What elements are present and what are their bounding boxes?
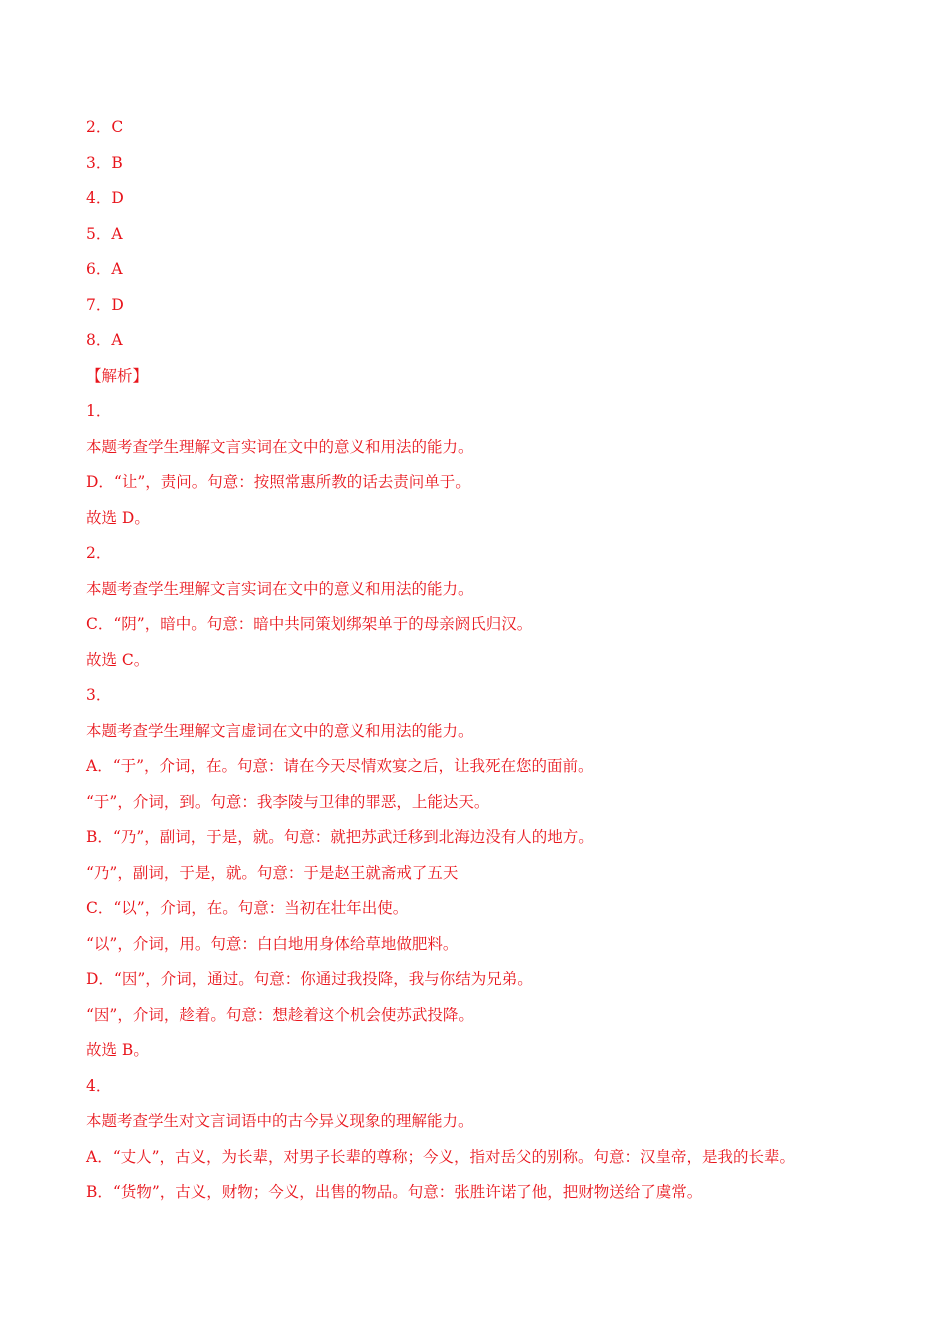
analysis-heading: 【解析】 (86, 366, 149, 385)
analysis-line: C．“阴”，暗中。句意：暗中共同策划绑架单于的母亲阏氏归汉。 (86, 615, 533, 633)
answer-line: 8．A (86, 331, 123, 349)
analysis-line: “因”，介词，趁着。句意：想趁着这个机会使苏武投降。 (86, 1005, 474, 1024)
analysis-line: 故选 C。 (86, 650, 150, 669)
analysis-line: B．“乃”，副词，于是，就。句意：就把苏武迁移到北海边没有人的地方。 (86, 828, 594, 846)
answer-line: 7．D (86, 295, 124, 314)
analysis-line: D．“让”，责问。句意：按照常惠所教的话去责问单于。 (86, 473, 471, 491)
analysis-line: A．“于”，介词，在。句意：请在今天尽情欢宴之后，让我死在您的面前。 (86, 757, 594, 775)
question-number: 1． (86, 402, 112, 420)
answer-text-block (86, 114, 886, 1215)
analysis-line: 本题考查学生理解文言实词在文中的意义和用法的能力。 (86, 579, 474, 598)
analysis-line: B．“货物”，古义，财物；今义，出售的物品。句意：张胜许诺了他，把财物送给了虞常。 (86, 1183, 703, 1201)
question-number: 2． (86, 544, 112, 562)
analysis-line: A．“丈人”，古义，为长辈，对男子长辈的尊称；今义，指对岳父的别称。句意：汉皇帝，是我的长辈。 (86, 1147, 796, 1166)
question-number: 3． (86, 686, 112, 704)
analysis-line: 本题考查学生理解文言实词在文中的意义和用法的能力。 (86, 437, 474, 456)
analysis-line: 故选 D。 (86, 508, 150, 527)
analysis-line: “于”，介词，到。句意：我李陵与卫律的罪恶，上能达天。 (86, 792, 490, 811)
analysis-line: “以”，介词，用。句意：白白地用身体给草地做肥料。 (86, 934, 459, 953)
analysis-line: 故选 B。 (86, 1041, 149, 1059)
answer-line: 5．A (86, 224, 123, 243)
answer-line: 6．A (86, 260, 123, 278)
answer-line: 3．B (86, 153, 123, 172)
analysis-line: “乃”，副词，于是，就。句意：于是赵王就斋戒了五天 (86, 863, 459, 882)
analysis-line: 本题考查学生对文言词语中的古今异义现象的理解能力。 (86, 1112, 474, 1130)
analysis-line: 本题考查学生理解文言虚词在文中的意义和用法的能力。 (86, 721, 474, 740)
question-number: 4． (86, 1076, 112, 1095)
analysis-line: D．“因”，介词，通过。句意：你通过我投降，我与你结为兄弟。 (86, 970, 533, 988)
answer-line: 2．C (86, 118, 124, 136)
analysis-line: C．“以”，介词，在。句意：当初在壮年出使。 (86, 899, 409, 917)
answer-line: 4．D (86, 189, 124, 207)
